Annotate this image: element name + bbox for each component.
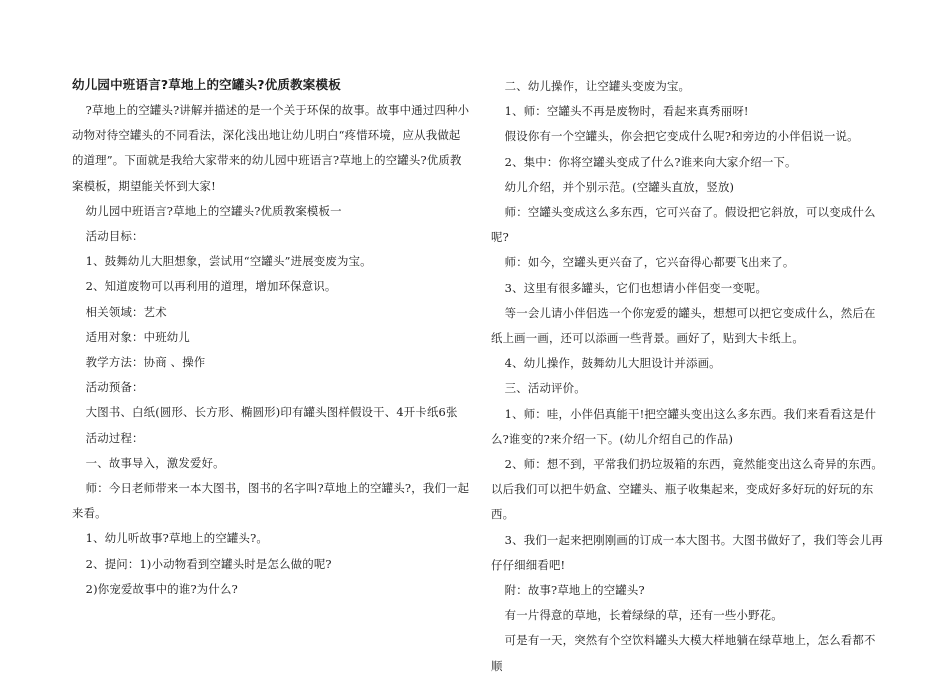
paragraph: 附：故事?草地上的空罐头?: [504, 583, 645, 598]
document-title: 幼儿园中班语言?草地上的空罐头?优质教案模板: [72, 77, 341, 92]
paragraph: 2、集中：你将空罐头变成了什么?谁来向大家介绍一下。: [504, 154, 797, 169]
paragraph: 大图书、白纸(圆形、长方形、椭圆形)印有罐头图样假设干、4开卡纸6张: [85, 405, 458, 420]
paragraph: 可是有一天，突然有个空饮料罐头大模大样地躺在绿草地上，怎么看都不顺: [491, 633, 876, 673]
paragraph: 假设你有一个空罐头，你会把它变成什么呢?和旁边的小伴侣说一说。: [504, 129, 859, 144]
paragraph: 1、师：空罐头不再是废物时，看起来真秀丽呀!: [504, 104, 749, 119]
paragraph: 幼儿介绍，并个别示范。(空罐头直放，竖放): [504, 179, 735, 194]
paragraph: 3、这里有很多罐头，它们也想请小伴侣变一变呢。: [504, 280, 768, 295]
paragraph: 2、师：想不到，平常我们扔垃圾箱的东西，竟然能变出这么奇异的东西。以后我们可以把牛奶盒、空罐头、瓶子收集起来，变成好多好玩的好玩的东西。: [491, 457, 884, 522]
paragraph: 相关领域：艺术: [85, 304, 167, 319]
paragraph: 师：今日老师带来一本大图书，图书的名字叫?草地上的空罐头?，我们一起来看。: [72, 481, 470, 521]
section-heading: 幼儿园中班语言?草地上的空罐头?优质教案模板一: [85, 203, 342, 218]
paragraph: 二、幼儿操作，让空罐头变废为宝。: [504, 79, 691, 93]
paragraph: 2)你宠爱故事中的谁?为什么?: [85, 581, 238, 596]
paragraph: 1、鼓舞幼儿大胆想象，尝试用“空罐头”进展变废为宝。: [85, 254, 372, 269]
paragraph: 三、活动评价。: [504, 381, 586, 396]
paragraph: 活动过程：: [85, 430, 144, 445]
paragraph: 等一会儿请小伴侣选一个你宠爱的罐头，想想可以把它变成什么，然后在纸上画一画，还可以添画一些背景。画好了，贴到大卡纸上。: [491, 305, 876, 346]
paragraph: 1、幼儿听故事?草地上的空罐头?。: [85, 531, 269, 546]
paragraph: 有一片得意的草地，长着绿绿的草，还有一些小野花。: [504, 608, 783, 623]
paragraph: 一、故事导入，激发爱好。: [85, 455, 225, 470]
paragraph: 师：如今，空罐头更兴奋了，它兴奋得心都要飞出来了。: [504, 255, 795, 270]
paragraph: 2、提问：1)小动物看到空罐头时是怎么做的呢?: [85, 556, 332, 571]
right-column: [491, 74, 886, 679]
paragraph: 活动目标：: [85, 229, 144, 244]
paragraph: 活动预备：: [85, 380, 144, 395]
paragraph: 教学方法：协商 、操作: [85, 355, 206, 370]
intro-paragraph: ?草地上的空罐头?讲解并描述的是一个关于环保的故事。故事中通过四种小动物对待空罐头的不同看法，深化浅出地让幼儿明白“疼惜环境，应从我做起的道理”。下面就是我给大家带来的幼儿园中班语言?草地上的空罐头?优质教案模板，期望能关怀到大家!: [72, 103, 470, 193]
left-column: [72, 74, 472, 602]
paragraph: 2、知道废物可以再利用的道理，增加环保意识。: [85, 279, 337, 294]
paragraph: 1、师：哇，小伴侣真能干!把空罐头变出这么多东西。我们来看看这是什么?谁变的?来介绍一下。(幼儿介绍自己的作品): [491, 406, 877, 446]
paragraph: 师：空罐头变成这么多东西，它可兴奋了。假设把它斜放，可以变成什么呢?: [491, 205, 876, 245]
paragraph: 适用对象：中班幼儿: [85, 329, 190, 344]
paragraph: 4、幼儿操作，鼓舞幼儿大胆设计并添画。: [504, 356, 721, 371]
paragraph: 3、我们一起来把刚刚画的订成一本大图书。大图书做好了，我们等会儿再仔仔细细看吧!: [491, 532, 884, 572]
